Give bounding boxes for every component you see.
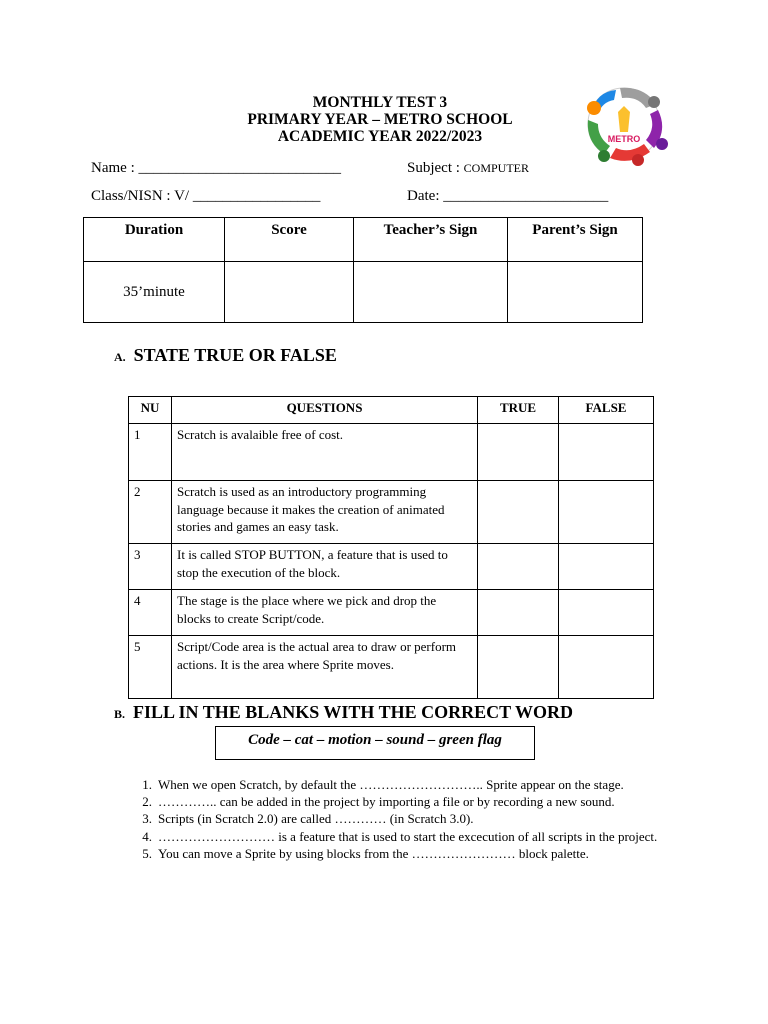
- question-text: Scratch is used as an introductory programming language because it makes the creation of animated stories and games an easy task.: [172, 481, 478, 544]
- teacher-sign-header: Teacher’s Sign: [354, 218, 508, 262]
- true-cell[interactable]: [478, 481, 559, 544]
- item-number: 3.: [142, 811, 152, 827]
- true-cell[interactable]: [478, 544, 559, 590]
- nu-header: NU: [129, 397, 172, 424]
- school-logo-icon: [574, 82, 674, 166]
- item-text: ………….. can be added in the project by importing a file or by recording a new sound.: [158, 794, 615, 810]
- academic-year: ACADEMIC YEAR 2022/2023: [277, 128, 483, 145]
- duration-header: Duration: [84, 218, 225, 262]
- subject-field: [407, 160, 529, 177]
- row-number: 3: [129, 544, 172, 590]
- word-bank: Code – cat – motion – sound – green flag: [215, 726, 535, 760]
- name-blank[interactable]: ___________________________: [138, 160, 341, 176]
- true-header: TRUE: [478, 397, 559, 424]
- true-false-table: [128, 396, 654, 699]
- school-title: PRIMARY YEAR – METRO SCHOOL: [247, 111, 513, 128]
- false-cell[interactable]: [559, 544, 654, 590]
- blanks-list: [134, 776, 674, 862]
- list-item: [134, 810, 674, 827]
- item-text: Scripts (in Scratch 2.0) are called ………… (in Scratch 3.0).: [158, 811, 474, 827]
- table-row: [129, 481, 654, 544]
- false-cell[interactable]: [559, 636, 654, 699]
- list-item: [134, 793, 674, 810]
- table-row: [129, 544, 654, 590]
- true-cell[interactable]: [478, 590, 559, 636]
- list-item: [134, 776, 674, 793]
- subject-value: COMPUTER: [463, 161, 530, 175]
- true-cell[interactable]: [478, 424, 559, 481]
- item-text: When we open Scratch, by default the ……………………….. Sprite appear on the stage.: [158, 777, 624, 792]
- score-cell[interactable]: [225, 262, 354, 323]
- date-label: Date:: [407, 188, 444, 204]
- true-cell[interactable]: [478, 636, 559, 699]
- class-label: Class/NISN : V/: [91, 188, 193, 204]
- name-label: Name :: [91, 160, 139, 176]
- section-a-title: STATE TRUE OR FALSE: [133, 345, 337, 365]
- section-a-letter: A.: [114, 350, 126, 364]
- questions-header: QUESTIONS: [172, 397, 478, 424]
- false-cell[interactable]: [559, 590, 654, 636]
- item-number: 4.: [142, 828, 152, 844]
- section-b-heading: [114, 702, 573, 723]
- table-row: [129, 590, 654, 636]
- section-b-title: FILL IN THE BLANKS WITH THE CORRECT WORD: [133, 702, 573, 722]
- table-row: [129, 636, 654, 699]
- false-cell[interactable]: [559, 424, 654, 481]
- section-a-heading: [114, 345, 337, 366]
- row-number: 5: [129, 636, 172, 699]
- class-blank[interactable]: _________________: [192, 188, 321, 204]
- row-number: 1: [129, 424, 172, 481]
- false-header: FALSE: [559, 397, 654, 424]
- score-header: Score: [225, 218, 354, 262]
- table-row: [129, 424, 654, 481]
- teacher-sign-cell[interactable]: [354, 262, 508, 323]
- row-number: 4: [129, 590, 172, 636]
- score-table: [83, 217, 643, 323]
- item-number: 1.: [142, 777, 152, 792]
- list-item: [134, 845, 674, 862]
- question-text: Script/Code area is the actual area to draw or perform actions. It is the area where Sprite moves.: [172, 636, 478, 699]
- subject-label: Subject :: [407, 160, 464, 176]
- duration-value: 35’minute: [84, 262, 225, 323]
- item-text: You can move a Sprite by using blocks from the …………………… block palette.: [158, 845, 589, 861]
- date-blank[interactable]: ______________________: [443, 188, 609, 204]
- class-field: [91, 188, 320, 205]
- question-text: It is called STOP BUTTON, a feature that is used to stop the execution of the block.: [172, 544, 478, 590]
- question-text: The stage is the place where we pick and drop the blocks to create Script/code.: [172, 590, 478, 636]
- parent-sign-cell[interactable]: [508, 262, 643, 323]
- name-field: [91, 160, 341, 177]
- test-title: MONTHLY TEST 3: [312, 94, 448, 111]
- item-text: ……………………… is a feature that is used to start the excecution of all scripts in the project.: [158, 828, 658, 844]
- list-item: [134, 828, 674, 845]
- row-number: 2: [129, 481, 172, 544]
- item-number: 2.: [142, 794, 152, 810]
- logo-text: METRO: [607, 134, 641, 144]
- false-cell[interactable]: [559, 481, 654, 544]
- item-number: 5.: [142, 845, 152, 861]
- date-field: [407, 188, 608, 205]
- parent-sign-header: Parent’s Sign: [508, 218, 643, 262]
- question-text: Scratch is avalaible free of cost.: [172, 424, 478, 481]
- section-b-letter: B.: [114, 707, 126, 721]
